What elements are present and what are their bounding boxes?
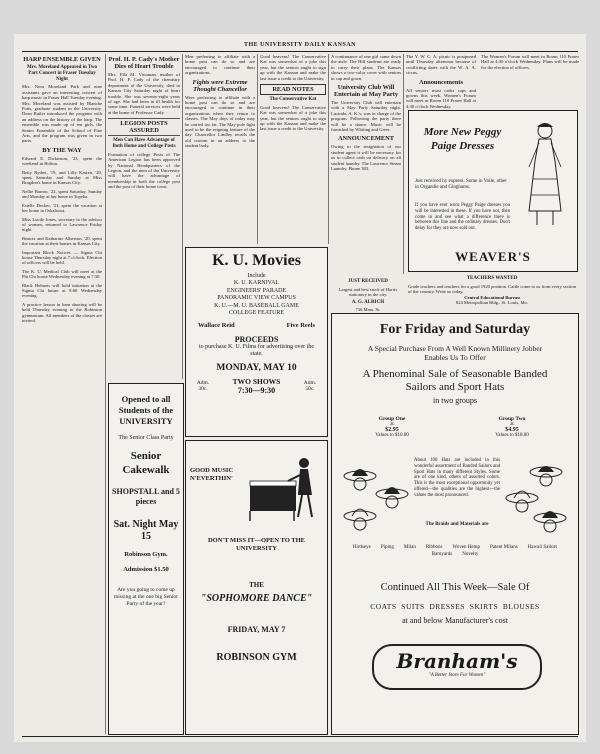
cakewalk-place: Robinson Gym. [124,551,168,558]
cakewalk-date: Sat. Night May 15 [113,519,179,542]
legion-article: Formation of college Posts of The American Legion has been approved by National Headquarters of the Legion, and the men of the University will have the advantage of membership in both the college post and the post of their home town. [108,151,180,190]
cakewalk-footer: Are you going to come up missing at the one big Senior Party of the year? [113,587,178,607]
movies-shows-label: TWO SHOWS [232,376,281,386]
group-two-at: at [510,422,514,427]
masthead-rule [22,51,578,52]
hats-illustration-right [502,458,572,538]
hat-style-label: Piping [380,545,394,550]
teachers-address: 824 Metropolitan Bldg., St. Louis, Mo. [456,300,528,306]
movies-include: Include [247,273,266,279]
cady-headline: Prof. H. P. Cady's Mother Dies of Heart Trouble [108,56,180,70]
cakewalk-admission: Admission $1.50 [123,566,169,573]
cady-article: Mrs. Ella M. Vrooman, mother of Prof. H. P. Cady of the chemistry department of the University, died in Kansas City Saturday night of heart trouble. She was seventy-eight years of age. She had been in ill health for some time. Funeral services were held at the home of Professor Cady. [108,72,180,115]
weavers-subtitle: Just received by express. Some in Voile, other in Organdie and Ginghams. [415,179,507,190]
branhams-subhead: A Special Purchase From A Well Known Millinery Jobber Enables Us To Offer [367,344,543,362]
dance-the: THE [249,581,264,589]
branhams-headline: For Friday and Saturday [379,322,531,337]
branhams-logo [372,644,542,690]
column-divider [257,54,258,244]
teachers-agency: Central Educational Bureau [464,294,520,300]
bottom-rule [22,736,578,737]
movies-feature [186,322,327,329]
movies-date: MONDAY, MAY 10 [216,362,297,373]
teachers-text: Grade teachers and teachers for a good 1920 position. Cattle come to us from every section of the country. Write us today. [408,283,576,295]
movie-item: PANORAMIC VIEW CAMPUS [217,295,296,301]
harp-article: Mrs. Nora Moreland Park and nine assistants gave an interesting concert of harp music in Fraser Hall Tuesday evening. Mrs. Moreland was assisted by Blanche Potts, graduate student in the University. Dean Butler introduced the program with an address on the history of the harp. The ensemble was made up of ten girls, the Senior Ensemble of the School of Fine Arts, and the program was given in two parts. [22,84,102,144]
news-item: Miss Lucile Jones, secretary to the advisor of women, returned to Lawrence Friday night. [22,216,102,233]
items-line: COATS SUITS DRESSES SKIRTS BLOUSES [370,602,540,611]
hat-names [338,544,572,558]
movies-shows-row [186,377,327,395]
hats-illustration-left [338,458,412,538]
movies-shows [233,377,281,395]
column-four [331,54,401,274]
harp-headline: HARP ENSEMBLE GIVEN [23,56,101,63]
group-two-label: Group Two [498,416,526,422]
dance-name: "SOPHOMORE DANCE" [200,593,313,604]
just-received-text: Largest and best stock of Harris stationery in the city. [338,286,398,298]
news-item: Edward E. Dickinson, '23, spent the weekend in Holton. [22,155,102,167]
hats-description: About 100 Hats are included in this wonderful assortment of Banded Sailors and Sport Hats in many different Styles. Some are of one kind, others of assorted colors. This is the most exceptional opportunity yet offered—the qualities are the highest—the values the most pronounced. [414,458,500,498]
university-club-headline: University Club Will Entertain at May Party [333,84,399,99]
group-one-value: Values to $10.00 [375,433,409,438]
by-the-way-items [22,156,102,324]
column-divider [403,54,404,274]
masthead: THE UNIVERSITY DAILY KANSAN [243,42,357,48]
ku-movies-ad [185,247,328,437]
news-item: The K. U. Medical Club will meet at the Phi Chi house Wednesday evening at 7:30. [22,268,102,280]
read-notes-headline: READ NOTES [260,84,326,95]
announcements-headline: Announcements [418,78,464,86]
column-one [22,54,102,734]
legion-headline: LEGION POSTS ASSURED [108,118,180,136]
movie-item: K. U.—M. U. BASEBALL GAME [214,302,299,309]
group-one-label: Group One [378,416,406,422]
read-notes-article: Good heavens! The Conservative Kat was somewhat of a joke this year, but the seniors ought to sign up with the Kansan and make the last issue a credit to the University. [260,104,326,132]
fights-continued: Good heavens! The Conservative Kat was somewhat of a joke this year, but the seniors ought to sign up with the Kansan and make the last issue a credit to the University. [260,54,326,81]
cakewalk-title: Senior Cakewalk [122,450,170,476]
sophomore-dance-ad [185,440,328,735]
senior-cakewalk-ad [108,383,184,735]
dance-date: FRIDAY, MAY 7 [227,625,286,634]
news-item: Nellie Barron, '22, spent Saturday, Sunday and Monday at her home in Topeka. [22,188,102,200]
column-three [185,54,255,244]
group-one-price: $2.95 [385,427,399,433]
movies-title: K. U. Movies [212,252,301,269]
ywca-notice: The Y. W. C. A. picnic is postponed until Thursday afternoon because of conflicting dates with the W. A. A. circus. [406,54,476,76]
just-received-address: 736 Mass. St. [355,307,381,311]
harp-subhead: Mrs. Moreland Appeared in Two Part Concert in Fraser Tuesday Night [26,65,98,82]
news-item: Black Helmets will hold initiation at the Sigma Chi house at 8:00 Wednesday evening. [22,282,102,299]
group-two-price: $4.95 [505,427,519,433]
hat-style-label: Hawaii Sailors [527,545,558,550]
by-the-way-headline: BY THE WAY [42,146,82,154]
news-item: A practice lesson in barn dancing will be held Thursday evening in the Robinson gymnasium. All members of the classes are invited. [22,301,102,324]
continued-line: Continued All This Week—Sale Of [380,582,530,593]
group-one [362,416,422,438]
forum-notice: The Women's Forum will meet in Room 110 Fraser Hall at 4:30 o'clock Wednesday. Plans will be made for the election of officers. [481,54,579,70]
news-item: Betty Ryther, '19, and Lilly Kasten, '20, spent Saturday and Sunday at Miss Bragdon's home in Kansas City. [22,169,102,186]
hat-style-label: Milan [403,545,416,550]
weavers-store: WEAVER'S [455,249,531,264]
pianist-illustration [246,451,322,523]
branhams-tagline: "A Better Store For Women" [428,673,486,678]
dress-illustration [517,119,573,231]
movies-proceeds: PROCEEDS [234,334,279,344]
news-item: Estelle Decker, '21, spent the vacation at her home in Oskaloosa. [22,202,102,214]
movie-item: ENGINEERS' PARADE [226,287,287,294]
hat-style-label: Ribbons [425,545,443,550]
fights-headline: Fights were Extreme Thought Chancellor [192,78,248,93]
movies-items [186,280,327,318]
hat-style-label: Hirdseye [352,545,371,550]
dance-place: ROBINSON GYM [216,652,297,663]
branhams-store: Branham's [396,649,518,673]
movies-feature-reels: Five Reels [286,321,315,329]
legion-continued: Men preferring to affiliate with a home post can do so and are encouraged to continue their organizations. [185,54,255,76]
hat-style-label: Patent Milans [490,545,518,550]
hat-style-label: Novelty [462,552,479,557]
cakewalk-extras: SHOPSTALL and 5 pieces [112,487,180,506]
braids-label: The Braids and Materials are [425,522,489,527]
movies-adm-left: Adm. 30c. [196,379,210,392]
weavers-title: More New Peggy Paige Dresses [423,126,502,152]
weavers-ad [408,110,578,272]
column-divider [105,54,106,734]
hat-style-label: Woven Hemp [452,545,481,550]
announcements-text: All seniors must order caps and gowns this week. Women's Forum will meet in Room 110 Fraser Hall at 4:30 o'clock Wednesday. [406,87,476,109]
column-divider [328,54,329,244]
fights-article: Were preferring to affiliate with a home post can do so and are encouraged to continue in their organizations when they return to classes. The May days of today may be carried too far. The May-pole fight used to be the reigning feature of the day. Chancellor Lindley recalls the old custom in an address to the student body. [185,94,255,149]
news-item: Beatrix and Katharine Alberson, '20, spent the vacation at their homes in Kansas City. [22,235,102,247]
cost-line: at and below Manufacturer's cost [402,616,508,625]
branhams-groups-label: in two groups [433,396,477,405]
just-received-title: JUST RECEIVED [348,279,388,284]
column-divider [182,54,183,379]
movies-proceeds-text: to purchase K. U. Films for advertising over the state. [199,343,314,357]
hat-style-label: Barnyards [431,552,453,557]
group-two-value: Values to $18.00 [495,433,529,438]
legion-subhead: Men Can Have Advantage of Both Home and College Posts [112,138,176,150]
cakewalk-opened: Opened to all Students of the UNIVERSITY [118,394,174,426]
group-two [482,416,542,438]
dance-dont-miss: DON'T MISS IT—OPEN TO THE UNIVERSITY [207,537,306,552]
weavers-text: If you have ever worn Peggy Paige dresses you will be interested in these. If you have not, then come in and see what a difference there is between this line and the ordinary dresses. Don't delay for they are now sold out. [415,203,510,232]
dance-good-music: GOOD MUSIC N'EVERTHIN' [190,467,234,482]
column-two [108,54,180,379]
movie-item: K. U. KARNIVAL [233,280,280,286]
teachers-ad [408,274,576,310]
read-notes-subhead: The Conservative Kat [269,97,317,103]
movies-feature-star: Wallace Reid [198,321,235,329]
news-item: Important Block Notices — Sigma Chi house Thursday night at 7 o'clock. Election of officers will be held. [22,249,102,266]
branhams-phenomenal: A Phenominal Sale of Seasonable Banded Sailors and Sport Hats [362,368,548,393]
read-notes-column [260,54,326,244]
movies-times: 7:30—9:30 [237,385,276,395]
col4-article: A continuance of one girl came down the aisle. The Hill students are ready to carry their plans. The Kansas shows a two-color cover with seniors in cap and gown. [331,54,401,81]
teachers-title: TEACHERS WANTED [466,276,518,281]
announcement-text: Owing to the resignation of our student agent it will be necessary for us to collect cash on delivery on all student laundry. The Lawrence Steam Laundry. Phone 383. [331,144,401,172]
branhams-ad [331,313,579,735]
just-received-store: A. G. ALRICH [351,299,385,305]
just-received-ad [331,277,405,311]
university-club-article: The University Club will entertain with a May Party Saturday night. Lucinda, A. K.'s, was in charge of the program. Following the party there will be a dance. Music will be furnished by Whiting and Greer. [331,100,401,133]
movie-item: COLLEGE FEATURE [228,310,285,316]
cakewalk-sponsor: The Senior Class Party [118,435,174,441]
movies-adm-right: Adm. 50c. [303,379,317,392]
announcement-headline: ANNOUNCEMENT [337,135,395,143]
group-one-at: at [390,422,394,427]
